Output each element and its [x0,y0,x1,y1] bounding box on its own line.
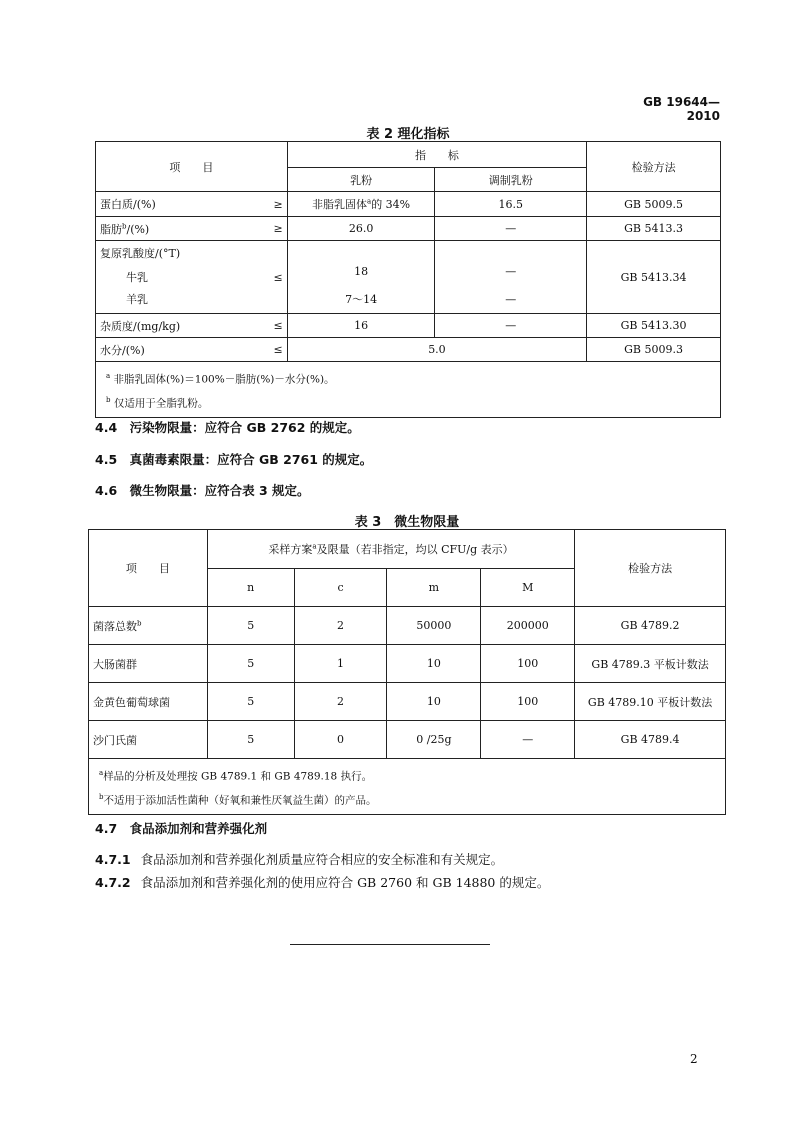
table2-head-item: 项 目 [96,142,288,192]
standard-number: GB 19644—2010 [643,95,720,123]
cell-text: 采样方案 [268,543,313,556]
table2-head-method: 检验方法 [587,142,721,192]
table-row [89,721,726,759]
comparison-symbol: ≥ [273,222,283,235]
row-name [100,221,149,237]
row-name: 杂质度/(mg/kg) [100,319,181,333]
table-row [89,607,726,645]
table3-head-method: 检验方法 [575,530,726,607]
row-name: 蛋白质/(%) [100,198,156,211]
row-name: 菌落总数 [93,619,137,633]
table2-head-index: 指 标 [287,142,586,168]
comparison-symbol: ≥ [273,197,283,211]
table-row [96,314,721,338]
table3-head-c: c [294,569,387,607]
cell-text: 脂肪 [100,222,122,236]
sub-item-goat: 羊乳 [126,293,148,306]
sub-item-cow: 牛乳 [126,271,148,284]
cell-m: 10 [387,645,481,683]
footnote-text: 不适用于添加活性菌种（好氧和兼性厌氧益生菌）的产品。 [103,794,377,806]
cell-value: — [505,265,517,278]
cell-value: 16.5 [435,192,587,217]
cell-method: GB 5413.3 [587,217,721,241]
cell-c: 2 [294,683,387,721]
cell-m: 50000 [387,607,481,645]
cell-method: GB 5413.30 [587,314,721,338]
footnote-text: 非脂乳固体(%)＝100%－脂肪(%)－水分(%)。 [113,373,335,386]
cell-text: 的 34% [371,198,411,211]
row-name: 复原乳酸度/(°T) [100,247,181,260]
clause-text: 食品添加剂和营养强化剂质量应符合相应的安全标准和有关规定。 [140,852,504,867]
clause-text: 食品添加剂和营养强化剂的使用应符合 GB 2760 和 GB 14880 的规定。 [140,875,550,890]
cell-method: GB 4789.2 [575,607,726,645]
row-name: 沙门氏菌 [93,733,137,747]
cell-value: — [435,314,587,338]
cell-m: 10 [387,683,481,721]
footnote-mark: b [137,618,142,627]
cell-n: 5 [207,645,294,683]
footnote-mark: b [99,792,104,801]
table-row [96,217,721,241]
cell-method: GB 4789.10 平板计数法 [575,683,726,721]
clause-4-4: 4.4 污染物限量：应符合 GB 2762 的规定。 [95,420,360,435]
cell-value: — [435,217,587,241]
cell-text: /(%) [126,222,150,236]
table-row [89,645,726,683]
clause-4-7-2 [95,873,549,891]
footnote-text: 仅适用于全脂乳粉。 [113,397,209,409]
footnote-mark: b [122,221,127,230]
footnote-mark: a [99,769,104,777]
table2-head-powder: 乳粉 [287,168,435,192]
footnote-mark: a [106,372,111,380]
table3-head-item: 项 目 [89,530,208,607]
cell-value: 5.0 [287,338,586,362]
table-row [96,241,721,314]
cell-method: GB 4789.4 [575,721,726,759]
cell-M: 100 [481,645,575,683]
table3-caption: 表 3 微生物限量 [354,515,460,530]
table3-head-m: m [387,569,481,607]
clause-4-5: 4.5 真菌毒素限量：应符合 GB 2761 的规定。 [95,452,373,467]
table2-head-formula: 调制乳粉 [435,168,587,192]
clause-4-7-1 [95,850,503,868]
cell-value: 18 [354,265,369,278]
cell-value: — [505,293,517,306]
table3-head-plan [207,530,574,569]
cell-M: 200000 [481,607,575,645]
row-name: 水分/(%) [100,343,145,357]
cell-n: 5 [207,607,294,645]
end-rule [290,944,490,945]
table-row [89,683,726,721]
table-row [96,338,721,362]
cell-method: GB 4789.3 平板计数法 [575,645,726,683]
cell-value: 7～14 [345,293,378,306]
table-row [96,192,721,217]
table3-notes [89,759,726,815]
cell-text: 非脂乳固体 [312,198,367,211]
cell-method: GB 5009.5 [587,192,721,217]
table3-head-M: M [481,569,575,607]
cell-c: 1 [294,645,387,683]
table2-caption: 表 2 理化指标 [366,127,450,142]
clause-number: 4.7.1 [95,852,131,867]
table3-head-n: n [207,569,294,607]
clause-4-6: 4.6 微生物限量：应符合表 3 规定。 [95,483,310,498]
comparison-symbol: ≤ [273,270,283,284]
table2 [95,141,721,418]
cell-n: 5 [207,721,294,759]
comparison-symbol: ≤ [273,343,283,356]
comparison-symbol: ≤ [273,319,283,332]
clause-number: 4.7.2 [95,875,131,890]
cell-text: 及限量（若非指定，均以 CFU/g 表示） [316,543,514,556]
footnote-text: 样品的分析及处理按 GB 4789.1 和 GB 4789.18 执行。 [103,770,373,783]
footnote-mark: a [312,542,317,551]
footnote-mark: a [367,197,372,206]
cell-M: 100 [481,683,575,721]
cell-n: 5 [207,683,294,721]
section-4-7-title: 4.7 食品添加剂和营养强化剂 [95,821,268,836]
cell-M: — [481,721,575,759]
cell-value: 26.0 [287,217,435,241]
page-number: 2 [690,1052,698,1066]
table2-notes [96,362,721,418]
cell-method: GB 5413.34 [587,241,721,314]
cell-c: 2 [294,607,387,645]
table3 [88,529,726,815]
cell-c: 0 [294,721,387,759]
row-name: 金黄色葡萄球菌 [93,695,170,709]
cell-value: 16 [287,314,435,338]
row-name: 大肠菌群 [93,657,137,671]
cell-method: GB 5009.3 [587,338,721,362]
footnote-mark: b [106,395,111,404]
cell-m: 0 /25g [387,721,481,759]
